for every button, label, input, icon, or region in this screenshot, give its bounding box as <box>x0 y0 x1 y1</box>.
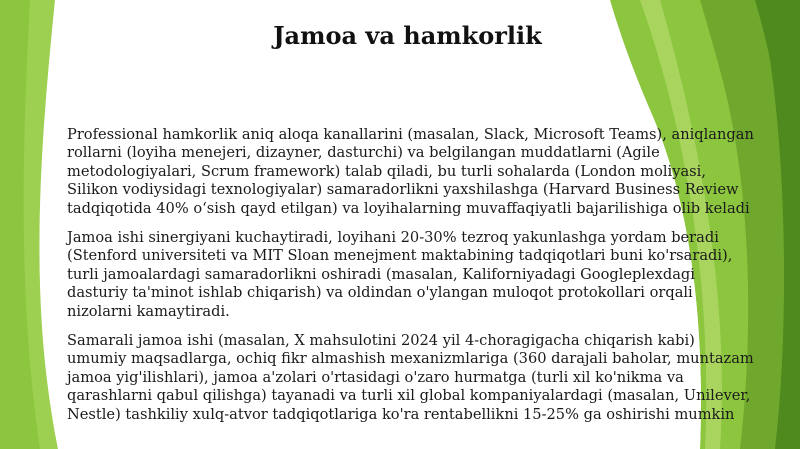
slide-body <box>67 126 757 435</box>
paragraph-2: Jamoa ishi sinergiyani kuchaytiradi, loyihani 20-30% tezroq yakunlashga yordam beradi (Stenford universiteti va MIT Sloan menejment maktabining tadqiqotlari buni ko'rsaradi), turli jamoalardagi samaradorlikni oshiradi (masalan, Kaliforniyadagi Googleplexdagi dasturiy ta'minot ishlab chiqarish) va oldindan o'ylangan muloqot protokollari orqali nizolarni kamaytiradi. <box>67 229 733 320</box>
slide-title: Jamoa va hamkorlik <box>273 21 542 50</box>
paragraph-1: Professional hamkorlik aniq aloqa kanallarini (masalan, Slack, Microsoft Teams), aniqlangan rollarni (loyiha menejeri, dizayner, dasturchi) va belgilangan muddatlarni (Agile metodologiyalari, Scrum framework) talab qiladi, bu turli sohalarda (London moliyasi, Silikon vodiysidagi texnologiyalar) samaradorlikni yaxshilashga (Harvard Business Review tadqiqotida 40% o‘sish qayd etilgan) va loyihalarning muvaffaqiyatli bajarilishiga olib keladi <box>67 126 754 217</box>
paragraph-3: Samarali jamoa ishi (masalan, X mahsulotini 2024 yil 4-choragigacha chiqarish kabi) umumiy maqsadlarga, ochiq fikr almashish mexanizmlariga (360 darajali baholar, muntazam jamoa yig'ilishlari), jamoa a'zolari o'rtasidagi o'zaro hurmatga (turli xil ko'nikma va qarashlarni qabul qilishga) tayanadi va turli xil global kompaniyalardagi (masalan, Unilever, Nestle) tashkiliy xulq-atvor tadqiqotlariga ko'ra rentabellikni 15-25% ga oshirishi mumkin <box>67 332 754 423</box>
